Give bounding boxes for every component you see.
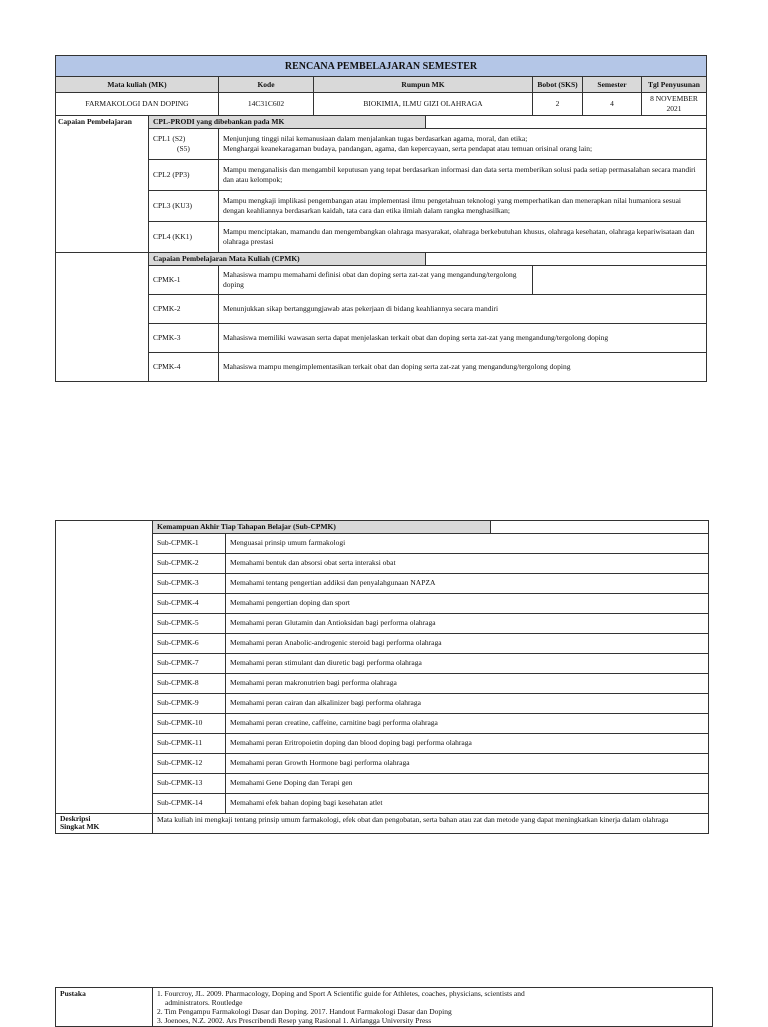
sub-cpmk-code: Sub-CPMK-13 bbox=[153, 773, 226, 793]
sub-cpmk-text: Memahami peran Eritropoietin doping dan blood doping bagi performa olahraga bbox=[226, 733, 709, 753]
sub-cpmk-text: Menguasai prinsip umum farmakologi bbox=[226, 533, 709, 553]
pustaka-item: 1. Fourcroy, JL. 2009. Pharmacology, Doping and Sport A Scientific guide for Athletes, coaches, physicians, scientists and bbox=[157, 989, 525, 998]
sub-cpmk-text: Memahami bentuk dan absorsi obat serta interaksi obat bbox=[226, 553, 709, 573]
sub-cpmk-code: Sub-CPMK-2 bbox=[153, 553, 226, 573]
pustaka-item: 3. Joenoes, N.Z. 2002. Ars Prescribendi Resep yang Rasional 1. Airlangga University Press bbox=[157, 1016, 432, 1025]
sub-cpmk-heading: Kemampuan Akhir Tiap Tahapan Belajar (Sub-CPMK) bbox=[153, 521, 491, 534]
pustaka-label: Pustaka bbox=[56, 988, 153, 1027]
sub-cpmk-code: Sub-CPMK-5 bbox=[153, 613, 226, 633]
sub-cpmk-code: Sub-CPMK-3 bbox=[153, 573, 226, 593]
sub-cpmk-text: Memahami peran makronutrien bagi performa olahraga bbox=[226, 673, 709, 693]
sub-cpmk-code: Sub-CPMK-8 bbox=[153, 673, 226, 693]
sub-cpmk-text: Memahami tentang pengertian addiksi dan penyalahgunaan NAPZA bbox=[226, 573, 709, 593]
header-kode: Kode bbox=[219, 77, 314, 93]
sub-cpmk-text: Memahami peran stimulant dan diuretic bagi performa olahraga bbox=[226, 653, 709, 673]
cpl-text: Mampu menciptakan, mamandu dan mengembangkan olahraga masyarakat, olahraga berkebutuhan khusus, olahraga kesehatan, olahraga kepariwisataan dan olahraga prestasi bbox=[219, 221, 707, 252]
sub-cpmk-code: Sub-CPMK-10 bbox=[153, 713, 226, 733]
value-kode: 14C31C602 bbox=[219, 93, 314, 116]
sub-cpmk-text: Memahami efek bahan doping bagi kesehatan atlet bbox=[226, 793, 709, 813]
pustaka-table bbox=[55, 987, 713, 1027]
cpmk-code: CPMK-3 bbox=[149, 323, 219, 352]
document-title: RENCANA PEMBELAJARAN SEMESTER bbox=[56, 56, 707, 77]
cpl1-code bbox=[149, 128, 219, 159]
sub-cpmk-text: Memahami peran Growth Hormone bagi performa olahraga bbox=[226, 753, 709, 773]
sub-cpmk-text: Memahami pengertian doping dan sport bbox=[226, 593, 709, 613]
pustaka-item-cont: administrators. Routledge bbox=[165, 998, 243, 1007]
sub-cpmk-code: Sub-CPMK-9 bbox=[153, 693, 226, 713]
header-rumpun: Rumpun MK bbox=[314, 77, 533, 93]
pustaka-list bbox=[153, 988, 713, 1027]
cpl-code: CPL4 (KK1) bbox=[149, 221, 219, 252]
cpmk-text: Mahasiswa memiliki wawasan serta dapat menjelaskan terkait obat dan doping serta zat-zat yang mengandung/tergolong doping bbox=[219, 323, 707, 352]
deskripsi-label-a: Deskripsi bbox=[60, 813, 91, 823]
header-mata-kuliah: Mata kuliah (MK) bbox=[56, 77, 219, 93]
deskripsi-text: Mata kuliah ini mengkaji tentang prinsip umum farmakologi, efek obat dan pengobatan, serta bahan atau zat dan metode yang dapat meningkatkan kinerja dalam olahraga bbox=[153, 813, 709, 833]
header-semester-tgl bbox=[583, 77, 707, 93]
pustaka-item: 2. Tim Pengampu Farmakologi Dasar dan Doping. 2017. Handout Farmakologi Dasar dan Doping bbox=[157, 1007, 452, 1016]
cpmk-code: CPMK-1 bbox=[149, 265, 219, 294]
cpmk-heading: Capaian Pembelajaran Mata Kuliah (CPMK) bbox=[149, 252, 426, 265]
cpmk-text: Menunjukkan sikap bertanggungjawab atas pekerjaan di bidang keahliannya secara mandiri bbox=[219, 294, 707, 323]
value-tgl: 8 NOVEMBER 2021 bbox=[650, 94, 698, 113]
cpl-text: Mampu mengkaji implikasi pengembangan atau implementasi ilmu pengetahuan teknologi yang memperhatikan dan menerapkan nilai humaniora sesuai dengan keahliannya berdasarkan kaidah, tata cara dan etika ilmiah dalam rangka menghasilkan; bbox=[219, 190, 707, 221]
sub-cpmk-code: Sub-CPMK-1 bbox=[153, 533, 226, 553]
cpmk-text: Mahasiswa mampu mengimplementasikan terkait obat dan doping serta zat-zat yang mengandung/tergolong doping bbox=[219, 352, 707, 381]
sub-cpmk-text: Memahami peran Anabolic-androgenic steroid bagi performa olahraga bbox=[226, 633, 709, 653]
sub-cpmk-code: Sub-CPMK-11 bbox=[153, 733, 226, 753]
sub-cpmk-text: Memahami peran Glutamin dan Antioksidan bagi performa olahraga bbox=[226, 613, 709, 633]
value-semester-tgl bbox=[583, 93, 707, 116]
value-rumpun: BIOKIMIA, ILMU GIZI OLAHRAGA bbox=[314, 93, 533, 116]
capaian-label: Capaian Pembelajaran bbox=[56, 116, 149, 253]
cpl-code: CPL2 (PP3) bbox=[149, 159, 219, 190]
value-bobot: 2 bbox=[533, 93, 583, 116]
cpl1-text-a: Menjunjung tinggi nilai kemanusiaan dalam menjalankan tugas berdasarkan agama, moral, dan etika; bbox=[223, 134, 528, 143]
deskripsi-label bbox=[56, 813, 153, 833]
cpmk-code: CPMK-4 bbox=[149, 352, 219, 381]
cpl-code: CPL3 (KU3) bbox=[149, 190, 219, 221]
cpl1-text bbox=[219, 128, 707, 159]
header-semester: Semester bbox=[583, 77, 642, 92]
sub-cpmk-code: Sub-CPMK-7 bbox=[153, 653, 226, 673]
cpl1-code-b: (S5) bbox=[177, 143, 190, 153]
cpmk-code: CPMK-2 bbox=[149, 294, 219, 323]
sub-cpmk-code: Sub-CPMK-6 bbox=[153, 633, 226, 653]
sub-cpmk-text: Memahami peran cairan dan alkalinizer bagi performa olahraga bbox=[226, 693, 709, 713]
deskripsi-label-b: Singkat MK bbox=[60, 822, 100, 832]
cpl1-text-b: Menghargai keanekaragaman budaya, pandangan, agama, dan kepercayaan, serta pendapat atau temuan orisinal orang lain; bbox=[223, 143, 593, 153]
header-tgl: Tgl Penyusunan bbox=[642, 77, 707, 92]
sub-cpmk-text: Memahami peran creatine, caffeine, carnitine bagi performa olahraga bbox=[226, 713, 709, 733]
value-semester: 4 bbox=[583, 93, 642, 115]
sub-cpmk-table bbox=[55, 520, 709, 834]
cpl-heading: CPL-PRODI yang dibebankan pada MK bbox=[149, 116, 426, 129]
cpl-text: Mampu menganalisis dan mengambil keputusan yang tepat berdasarkan informasi dan data serta memberikan solusi pada setiap permasalahan secara mandiri dan atau kelompok; bbox=[219, 159, 707, 190]
sub-cpmk-code: Sub-CPMK-12 bbox=[153, 753, 226, 773]
sub-cpmk-spacer bbox=[56, 521, 153, 814]
header-bobot: Bobot (SKS) bbox=[533, 77, 583, 93]
rps-table bbox=[55, 55, 707, 382]
value-mata-kuliah: FARMAKOLOGI DAN DOPING bbox=[56, 93, 219, 116]
cpmk-text: Mahasiswa mampu memahami definisi obat dan doping serta zat-zat yang mengandung/tergolong doping bbox=[219, 265, 533, 294]
cpl1-code-a: CPL1 (S2) bbox=[153, 134, 186, 143]
sub-cpmk-text: Memahami Gene Doping dan Terapi gen bbox=[226, 773, 709, 793]
sub-cpmk-code: Sub-CPMK-14 bbox=[153, 793, 226, 813]
sub-cpmk-code: Sub-CPMK-4 bbox=[153, 593, 226, 613]
capaian-spacer bbox=[56, 252, 149, 381]
